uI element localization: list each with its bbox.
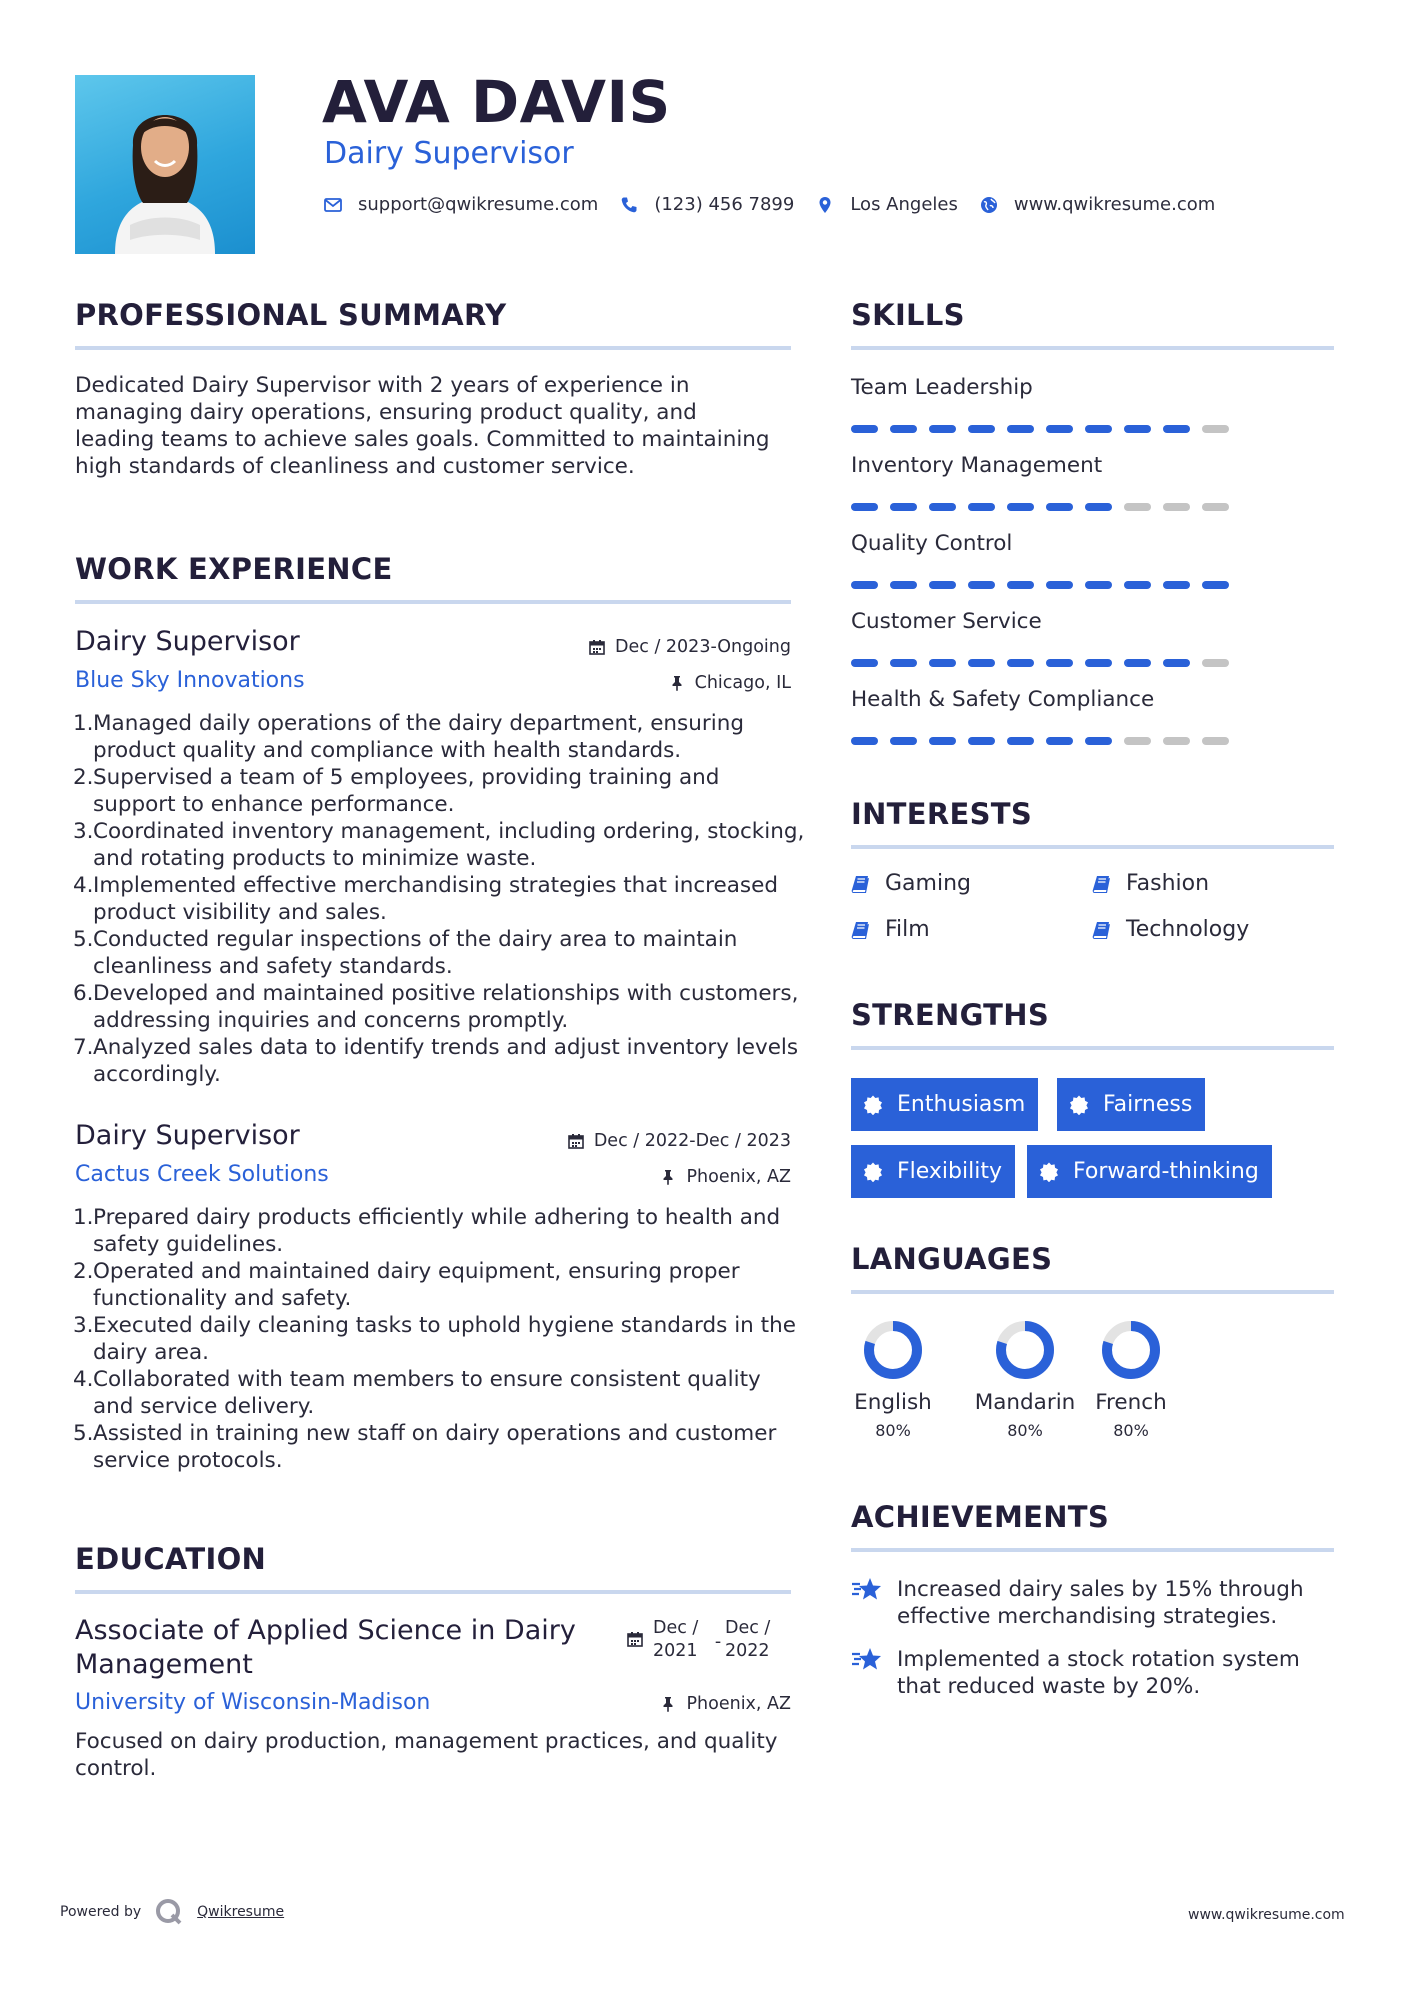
skill-level-dot <box>1163 503 1190 511</box>
skill-level-dot <box>1046 425 1073 433</box>
language-percent: 80% <box>1113 1421 1149 1440</box>
skill-name: Health & Safety Compliance <box>851 687 1155 712</box>
badge-icon <box>863 1095 883 1115</box>
language-percent: 80% <box>875 1421 911 1440</box>
skill-level-dot <box>1124 659 1151 667</box>
skill-level-dot <box>1007 581 1034 589</box>
education-school: University of Wisconsin-Madison <box>75 1690 431 1715</box>
book-icon <box>1092 874 1112 894</box>
job-company: Cactus Creek Solutions <box>75 1162 329 1187</box>
contact-phone-text: (123) 456 7899 <box>654 194 795 215</box>
job-location-text: Phoenix, AZ <box>686 1167 791 1187</box>
book-icon <box>1092 920 1112 940</box>
envelope-icon <box>324 196 342 214</box>
job-bullet: 3. Coordinated inventory management, including ordering, stocking, and rotating products to minimize waste. <box>73 819 805 871</box>
pushpin-icon <box>660 1696 676 1712</box>
contact-email[interactable] <box>324 194 598 215</box>
skill-rating <box>851 659 1241 667</box>
skill-level-dot <box>851 503 878 511</box>
skill-level-dot <box>1202 425 1229 433</box>
strength-chip: Enthusiasm <box>851 1078 1038 1131</box>
skill-level-dot <box>1007 425 1034 433</box>
skill-level-dot <box>1085 581 1112 589</box>
skill-level-dot <box>1085 503 1112 511</box>
profile-photo-illustration <box>75 75 255 254</box>
experience-divider <box>75 600 791 604</box>
skill-level-dot <box>1202 737 1229 745</box>
skill-level-dot <box>890 503 917 511</box>
summary-divider <box>75 346 791 350</box>
job-location-text: Chicago, IL <box>694 673 791 693</box>
contact-location <box>816 194 958 215</box>
language-name: Mandarin <box>974 1390 1076 1415</box>
education-date-separator: - <box>714 1632 722 1652</box>
badge-icon <box>1069 1095 1089 1115</box>
skill-level-dot <box>890 659 917 667</box>
pushpin-icon <box>669 675 685 691</box>
job-bullet: 2. Operated and maintained dairy equipment, ensuring proper functionality and safety. <box>73 1259 740 1311</box>
skill-level-dot <box>1085 659 1112 667</box>
language-item <box>838 1318 948 1440</box>
skill-level-dot <box>1046 581 1073 589</box>
skill-level-dot <box>1163 737 1190 745</box>
skill-level-dot <box>968 503 995 511</box>
skill-level-dot <box>968 425 995 433</box>
skill-name: Inventory Management <box>851 453 1103 478</box>
language-name: French <box>1095 1390 1167 1415</box>
qwikresume-logo-icon <box>155 1898 183 1926</box>
job-dates-text: Dec / 2022-Dec / 2023 <box>593 1131 791 1151</box>
job-bullet: 1. Prepared dairy products efficiently while adhering to health and safety guidelines. <box>73 1205 781 1257</box>
skill-rating <box>851 737 1241 745</box>
job-bullet: 2. Supervised a team of 5 employees, providing training and support to enhance performance. <box>73 765 720 817</box>
skill-name: Team Leadership <box>851 375 1033 400</box>
skill-level-dot <box>1085 737 1112 745</box>
language-progress-ring <box>1099 1318 1163 1382</box>
book-icon <box>851 874 871 894</box>
summary-heading: PROFESSIONAL SUMMARY <box>75 298 507 332</box>
job-bullet: 3. Executed daily cleaning tasks to uphold hygiene standards in the dairy area. <box>73 1313 796 1365</box>
job-bullet: 4. Implemented effective merchandising strategies that increased product visibility and sales. <box>73 873 778 925</box>
calendar-icon <box>568 1133 584 1149</box>
interest-item: Fashion <box>1092 871 1209 896</box>
skill-level-dot <box>1046 659 1073 667</box>
skill-level-dot <box>1202 503 1229 511</box>
strength-chip: Fairness <box>1057 1078 1205 1131</box>
job-bullet: 6. Developed and maintained positive relationships with customers, addressing inquiries and concerns promptly. <box>73 981 799 1033</box>
interest-item: Gaming <box>851 871 971 896</box>
strengths-divider <box>851 1046 1334 1050</box>
education-dates <box>627 1617 783 1663</box>
profile-photo <box>75 75 255 254</box>
skill-rating <box>851 503 1241 511</box>
skill-level-dot <box>851 737 878 745</box>
skill-name: Quality Control <box>851 531 1013 556</box>
candidate-title: Dairy Supervisor <box>324 136 574 171</box>
skills-heading: SKILLS <box>851 298 965 332</box>
job-location <box>669 673 791 693</box>
footer-website[interactable]: www.qwikresume.com <box>1188 1907 1345 1923</box>
skill-level-dot <box>968 737 995 745</box>
skill-level-dot <box>1163 659 1190 667</box>
education-location <box>660 1694 791 1714</box>
job-bullet: 5. Conducted regular inspections of the dairy area to maintain cleanliness and safety standards. <box>73 927 738 979</box>
skill-level-dot <box>929 659 956 667</box>
job-dates <box>589 637 791 657</box>
job-bullets <box>75 1204 805 1474</box>
skill-level-dot <box>1202 659 1229 667</box>
contact-email-text: support@qwikresume.com <box>358 194 599 215</box>
interest-item: Technology <box>1092 917 1249 942</box>
skill-level-dot <box>1046 503 1073 511</box>
language-name: English <box>854 1390 932 1415</box>
contact-website[interactable] <box>980 194 1215 215</box>
skill-level-dot <box>1007 659 1034 667</box>
job-dates-text: Dec / 2023-Ongoing <box>615 637 791 657</box>
skill-level-dot <box>890 737 917 745</box>
calendar-icon <box>627 1631 643 1647</box>
skill-rating <box>851 425 1241 433</box>
strength-chip: Forward-thinking <box>1027 1145 1272 1198</box>
summary-text: Dedicated Dairy Supervisor with 2 years of experience in managing dairy operations, ensuring product quality, and leading teams to achieve sales goals. Committed to maintaining high standards of cleanliness and customer service. <box>75 373 770 479</box>
skill-level-dot <box>1124 425 1151 433</box>
skill-level-dot <box>890 581 917 589</box>
phone-icon <box>620 196 638 214</box>
skill-level-dot <box>929 503 956 511</box>
job-bullet: 4. Collaborated with team members to ensure consistent quality and service delivery. <box>73 1367 761 1419</box>
footer-powered-by <box>60 1898 284 1926</box>
footer-brand-link[interactable]: Qwikresume <box>197 1904 285 1920</box>
education-location-text: Phoenix, AZ <box>686 1694 791 1714</box>
skill-level-dot <box>1202 581 1229 589</box>
experience-heading: WORK EXPERIENCE <box>75 552 393 586</box>
book-icon <box>851 920 871 940</box>
language-item <box>1076 1318 1186 1440</box>
achievements-divider <box>851 1548 1334 1552</box>
badge-icon <box>1039 1162 1059 1182</box>
job-title: Dairy Supervisor <box>75 1120 300 1151</box>
skill-level-dot <box>1163 581 1190 589</box>
achievement-item: Increased dairy sales by 15% through effective merchandising strategies. <box>851 1576 1331 1630</box>
skill-level-dot <box>1085 425 1112 433</box>
interest-item: Film <box>851 917 930 942</box>
skill-level-dot <box>851 425 878 433</box>
language-percent: 80% <box>1007 1421 1043 1440</box>
job-bullet: 5. Assisted in training new staff on dairy operations and customer service protocols. <box>73 1421 777 1473</box>
achievements-heading: ACHIEVEMENTS <box>851 1500 1110 1534</box>
skill-level-dot <box>1007 503 1034 511</box>
skill-level-dot <box>890 425 917 433</box>
flying-star-icon <box>851 1646 883 1672</box>
job-bullet: 1. Managed daily operations of the dairy department, ensuring product quality and compliance with health standards. <box>73 711 744 763</box>
powered-by-label: Powered by <box>60 1904 142 1920</box>
badge-icon <box>863 1162 883 1182</box>
skill-level-dot <box>929 737 956 745</box>
flying-star-icon <box>851 1576 883 1602</box>
skills-divider <box>851 346 1334 350</box>
globe-icon <box>980 196 998 214</box>
skill-level-dot <box>968 659 995 667</box>
skill-level-dot <box>1046 737 1073 745</box>
education-heading: EDUCATION <box>75 1542 267 1576</box>
contact-phone[interactable] <box>620 194 794 215</box>
skill-level-dot <box>1007 737 1034 745</box>
skill-level-dot <box>851 581 878 589</box>
skill-level-dot <box>1124 581 1151 589</box>
education-description: Focused on dairy production, management practices, and quality control. <box>75 1729 778 1781</box>
contact-website-text: www.qwikresume.com <box>1013 194 1216 215</box>
candidate-name: AVA DAVIS <box>322 68 671 136</box>
education-start-date: Dec / 2021 <box>653 1618 699 1661</box>
skill-level-dot <box>1163 425 1190 433</box>
skill-level-dot <box>1124 503 1151 511</box>
job-location <box>660 1167 791 1187</box>
education-degree: Associate of Applied Science in Dairy Management <box>75 1615 576 1680</box>
strength-chip: Flexibility <box>851 1145 1015 1198</box>
education-end-date: Dec / 2022 <box>725 1618 771 1661</box>
interests-divider <box>851 845 1334 849</box>
skill-name: Customer Service <box>851 609 1042 634</box>
skill-level-dot <box>968 581 995 589</box>
job-dates <box>568 1131 791 1151</box>
contact-location-text: Los Angeles <box>850 194 958 215</box>
skill-level-dot <box>851 659 878 667</box>
pushpin-icon <box>660 1169 676 1185</box>
education-divider <box>75 1590 791 1594</box>
job-company: Blue Sky Innovations <box>75 668 305 693</box>
languages-divider <box>851 1290 1334 1294</box>
strengths-heading: STRENGTHS <box>851 998 1050 1032</box>
languages-heading: LANGUAGES <box>851 1242 1053 1276</box>
job-bullets <box>75 710 805 1088</box>
language-item <box>970 1318 1080 1440</box>
job-title: Dairy Supervisor <box>75 626 300 657</box>
language-progress-ring <box>861 1318 925 1382</box>
skill-level-dot <box>929 425 956 433</box>
map-pin-icon <box>816 196 834 214</box>
achievement-item: Implemented a stock rotation system that reduced waste by 20%. <box>851 1646 1331 1700</box>
job-bullet: 7. Analyzed sales data to identify trends and adjust inventory levels accordingly. <box>73 1035 799 1087</box>
skill-rating <box>851 581 1241 589</box>
skill-level-dot <box>1124 737 1151 745</box>
language-progress-ring <box>993 1318 1057 1382</box>
interests-heading: INTERESTS <box>851 797 1033 831</box>
contact-bar <box>324 194 1237 215</box>
calendar-icon <box>589 639 605 655</box>
skill-level-dot <box>929 581 956 589</box>
